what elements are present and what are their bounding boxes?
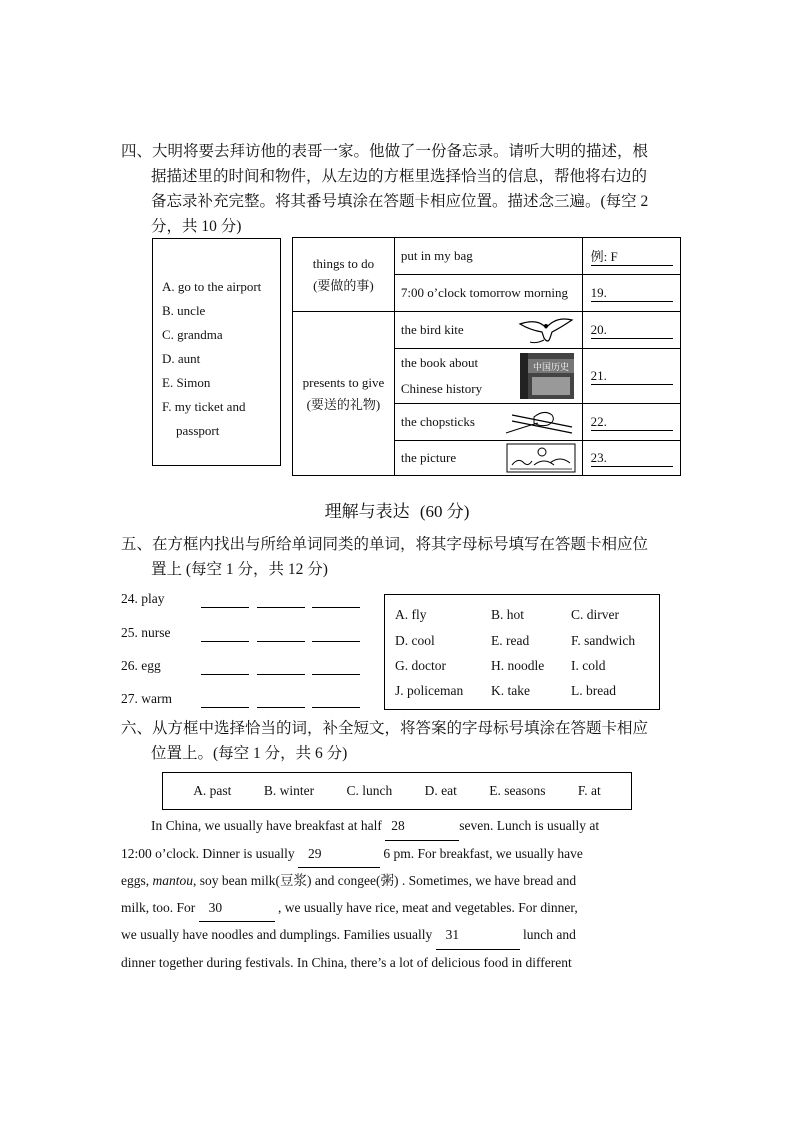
word-d: D. cool <box>395 633 435 648</box>
memo-answer <box>583 404 681 441</box>
picture-icon <box>506 443 576 473</box>
list-item <box>121 591 165 607</box>
section6-line2: 位置上。(每空 1 分，共 6 分) <box>151 745 348 762</box>
memo-item <box>394 312 582 349</box>
section4-line1: 四、大明将要去拜访他的表哥一家。他做了一份备忘录。请听大明的描述，根 <box>121 143 649 160</box>
p5a: we usually have noodles and dumplings. Families usually <box>121 927 433 942</box>
p3a: eggs, <box>121 873 150 888</box>
table-row <box>293 312 681 349</box>
book-cover-title: 中国历史 <box>533 363 570 373</box>
option-e: E. Simon <box>162 375 211 390</box>
passage-line1 <box>121 813 673 841</box>
word-l: L. bread <box>571 683 616 698</box>
answer-blank-19: 19. <box>591 285 673 302</box>
word-eat: D. eat <box>424 783 457 798</box>
list-item <box>121 658 161 674</box>
memo-answer <box>583 275 681 312</box>
section4-line2: 据描述里的时间和物件，从左边的方框里选择恰当的信息，帮他将右边的 <box>151 168 648 185</box>
p2b: 6 pm. For breakfast, we usually have <box>383 845 583 861</box>
section4-line3: 备忘录补充完整。将其番号填涂在答题卡相应位置。描述念三遍。(每空 2 <box>151 193 649 210</box>
answer-blank-20: 20. <box>591 322 673 339</box>
option-f-cont: passport <box>176 423 220 438</box>
answer-blank-23: 23. <box>591 450 673 467</box>
item-bird-kite: the bird kite <box>400 322 464 337</box>
item-picture: the picture <box>400 450 457 465</box>
option-b: B. uncle <box>162 303 206 318</box>
memo-answer <box>583 312 681 349</box>
section6-word-box <box>162 772 632 810</box>
answer-blank-21: 21. <box>591 368 673 385</box>
option-f: F. my ticket and <box>162 399 246 414</box>
memo-item: put in my bag <box>394 238 582 275</box>
cat1-cn-label: (要做的事) <box>313 277 374 293</box>
passage-line2 <box>121 841 673 869</box>
word-winter: B. winter <box>263 783 315 798</box>
word-j: J. policeman <box>395 683 464 698</box>
passage-line5 <box>121 922 673 950</box>
blank-28: 28 <box>385 813 459 841</box>
passage-line6: dinner together during festivals. In China, there’s a lot of delicious food in different <box>121 954 572 970</box>
p4b: , we usually have rice, meat and vegetables. For dinner, <box>278 899 578 915</box>
option-d: D. aunt <box>162 351 201 366</box>
item-book-cont: Chinese history <box>400 381 483 396</box>
blank-30: 30 <box>199 895 275 923</box>
memo-item <box>394 349 582 404</box>
p1a: In China, we usually have breakfast at half <box>151 818 382 833</box>
answer-blank: 例: F <box>591 246 673 266</box>
word-b: B. hot <box>491 607 525 622</box>
word-c: C. dirver <box>571 607 619 622</box>
item-26: 26. egg <box>121 658 161 673</box>
p2a: 12:00 o’clock. Dinner is usually <box>121 845 295 861</box>
section6-instructions <box>121 716 681 766</box>
memo-cat2 <box>293 312 395 476</box>
item-25: 25. nurse <box>121 625 171 640</box>
p1b: seven. Lunch is usually at <box>459 818 600 833</box>
part-score: (60 分) <box>419 502 470 521</box>
memo-answer <box>583 349 681 404</box>
part-title-text: 理解与表达 <box>324 502 410 521</box>
section5-word-box <box>384 594 660 710</box>
list-item <box>121 625 171 641</box>
memo-cat1 <box>293 238 395 312</box>
section5-line2: 置上 (每空 1 分，共 12 分) <box>151 561 328 578</box>
word-f: F. sandwich <box>571 633 636 648</box>
p3-italic: mantou <box>152 873 193 888</box>
section4-options-box <box>152 238 281 466</box>
cat2-cn-label: (要送的礼物) <box>306 396 381 412</box>
word-e: E. read <box>491 633 530 648</box>
blank-31: 31 <box>436 922 520 950</box>
word-g: G. doctor <box>395 658 446 673</box>
chopsticks-icon <box>504 407 574 437</box>
option-a: A. go to the airport <box>162 279 262 294</box>
memo-item <box>394 404 582 441</box>
memo-item: 7:00 o’clock tomorrow morning <box>394 275 582 312</box>
section6-line1: 六、从方框中选择恰当的词，补全短文，将答案的字母标号填涂在答题卡相应 <box>121 720 649 737</box>
passage-line3 <box>121 868 673 895</box>
p4a: milk, too. For <box>121 899 196 915</box>
item-book: the book about <box>400 355 479 370</box>
word-lunch: C. lunch <box>346 783 393 798</box>
section4-line4: 分，共 10 分) <box>151 218 242 235</box>
word-at: F. at <box>577 783 601 798</box>
memo-answer <box>583 238 681 275</box>
answer-blank-22: 22. <box>591 414 673 431</box>
memo-answer <box>583 441 681 476</box>
word-h: H. noodle <box>491 658 545 673</box>
item-24: 24. play <box>121 591 165 606</box>
passage <box>121 813 673 976</box>
cat2-label: presents to give <box>302 374 385 390</box>
table-row <box>293 238 681 275</box>
section5-instructions <box>121 532 681 582</box>
word-seasons: E. seasons <box>489 783 546 798</box>
word-i: I. cold <box>571 658 606 673</box>
blank-29: 29 <box>298 841 380 869</box>
option-c: C. grandma <box>162 327 223 342</box>
item-27: 27. warm <box>121 691 172 706</box>
section5-line1: 五、在方框内找出与所给单词同类的单词，将其字母标号填写在答题卡相应位 <box>121 536 649 553</box>
part-title <box>0 497 794 522</box>
bird-kite-icon <box>516 314 574 346</box>
memo-item <box>394 441 582 476</box>
word-k: K. take <box>491 683 530 698</box>
section4-instructions <box>121 139 681 239</box>
passage-line4 <box>121 895 673 923</box>
word-a: A. fly <box>395 607 427 622</box>
p5b: lunch and <box>522 927 576 942</box>
p3b: , soy bean milk(豆浆) and congee(粥) . Sometimes, we have bread and <box>193 873 577 888</box>
list-item <box>121 691 172 707</box>
book-icon <box>520 353 574 399</box>
word-past: A. past <box>193 783 232 798</box>
item-chopsticks: the chopsticks <box>400 414 475 429</box>
cat1-label: things to do <box>312 255 375 271</box>
memo-table <box>292 237 681 476</box>
